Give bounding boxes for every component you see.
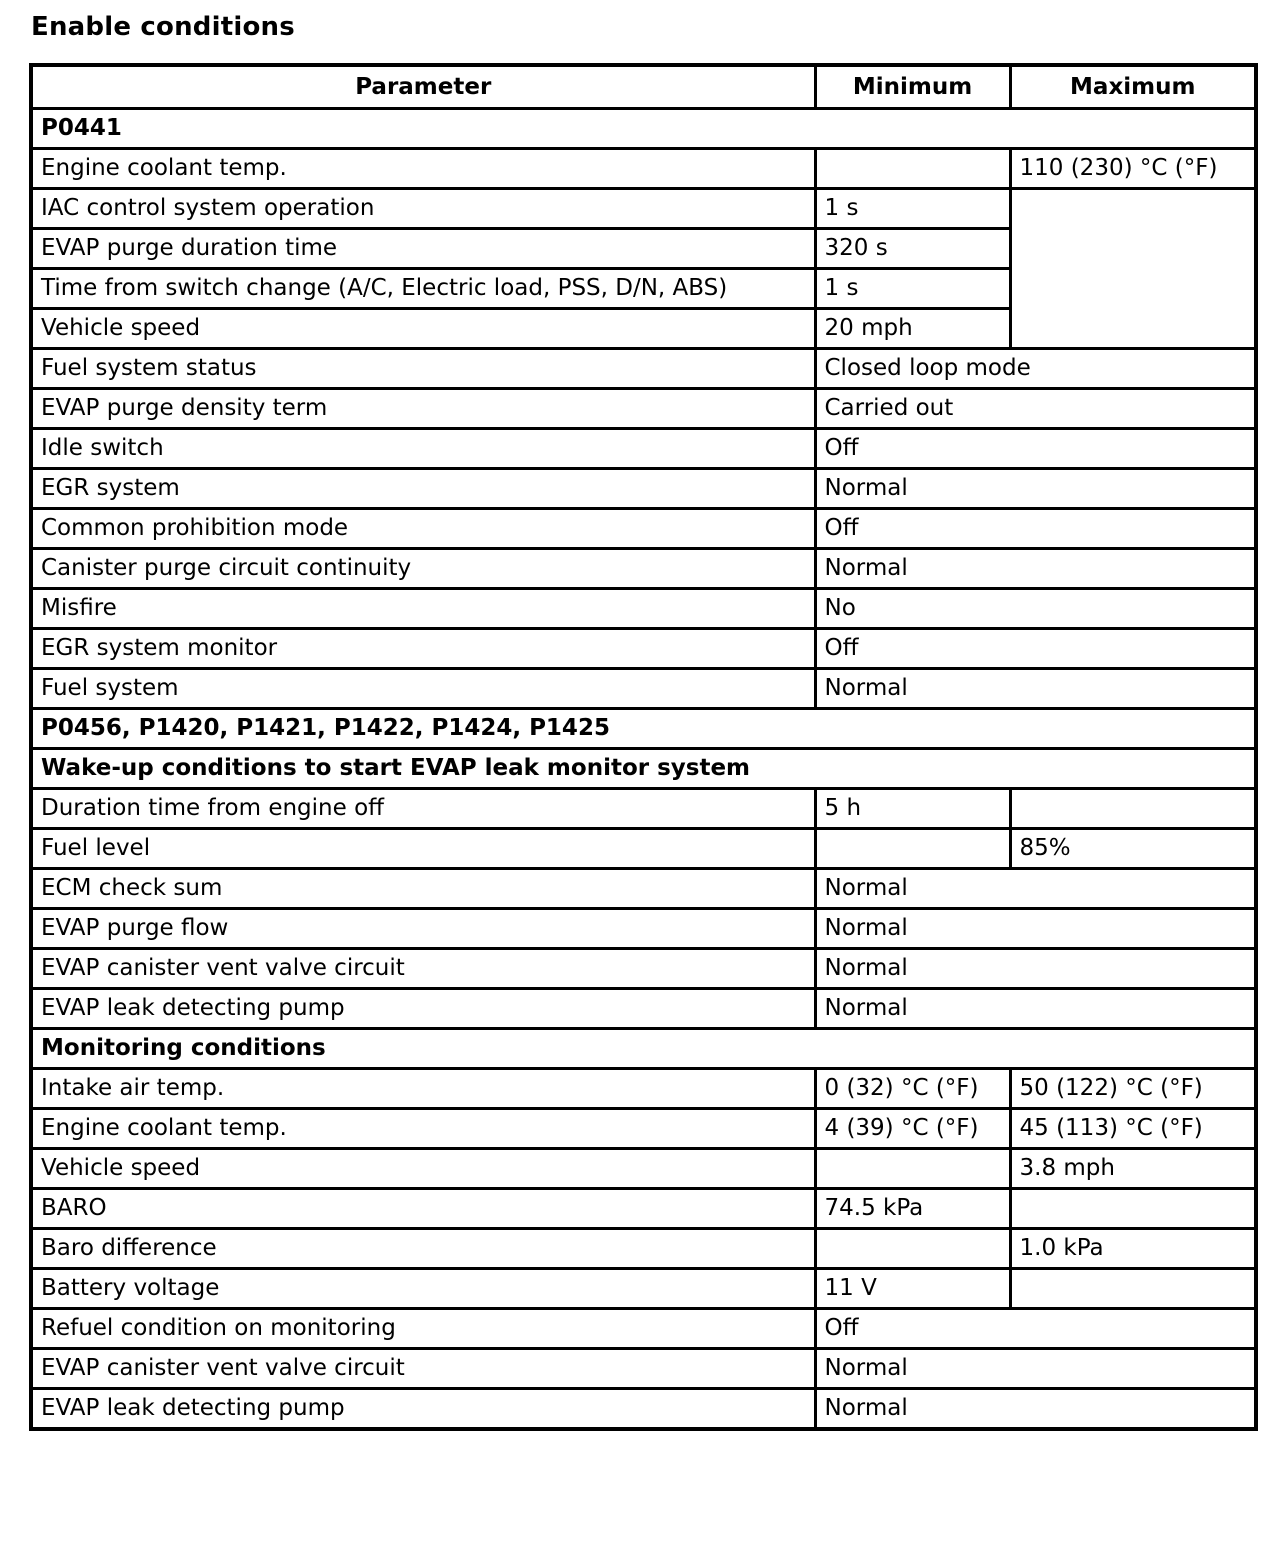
table-row <box>31 549 1256 589</box>
table-row <box>31 469 1256 509</box>
table-row <box>31 869 1256 909</box>
table-row <box>31 389 1256 429</box>
minimum-cell: 5 h <box>815 789 1010 829</box>
parameter-cell: EVAP purge flow <box>31 909 815 949</box>
parameter-cell: Baro difference <box>31 1229 815 1269</box>
maximum-cell <box>1010 1269 1256 1309</box>
maximum-cell <box>1010 1189 1256 1229</box>
value-cell: Closed loop mode <box>815 349 1256 389</box>
minimum-cell <box>815 149 1010 189</box>
parameter-cell: EVAP purge duration time <box>31 229 815 269</box>
value-cell: Normal <box>815 469 1256 509</box>
value-cell: No <box>815 589 1256 629</box>
minimum-cell: 1 s <box>815 189 1010 229</box>
value-cell: Normal <box>815 1389 1256 1430</box>
table-row <box>31 629 1256 669</box>
header-row <box>31 65 1256 109</box>
minimum-cell <box>815 829 1010 869</box>
page-title: Enable conditions <box>31 12 295 42</box>
section-row <box>31 709 1256 749</box>
table-row <box>31 509 1256 549</box>
section-heading: Monitoring conditions <box>31 1029 1256 1069</box>
section-heading: P0456, P1420, P1421, P1422, P1424, P1425 <box>31 709 1256 749</box>
parameter-cell: EGR system monitor <box>31 629 815 669</box>
section-row <box>31 749 1256 789</box>
parameter-cell: EVAP purge density term <box>31 389 815 429</box>
parameter-cell: Fuel system status <box>31 349 815 389</box>
section-heading: Wake-up conditions to start EVAP leak monitor system <box>31 749 1256 789</box>
value-cell: Normal <box>815 669 1256 709</box>
section-heading: P0441 <box>31 109 1256 149</box>
section-row <box>31 1029 1256 1069</box>
section-row <box>31 109 1256 149</box>
minimum-cell: 74.5 kPa <box>815 1189 1010 1229</box>
value-cell: Normal <box>815 1349 1256 1389</box>
table-row <box>31 909 1256 949</box>
parameter-cell: Battery voltage <box>31 1269 815 1309</box>
parameter-cell: Fuel system <box>31 669 815 709</box>
parameter-cell: Engine coolant temp. <box>31 149 815 189</box>
minimum-cell: 20 mph <box>815 309 1010 349</box>
maximum-cell: 45 (113) °C (°F) <box>1010 1109 1256 1149</box>
parameter-cell: Duration time from engine off <box>31 789 815 829</box>
table-row <box>31 149 1256 189</box>
minimum-cell: 4 (39) °C (°F) <box>815 1109 1010 1149</box>
maximum-cell <box>1010 189 1256 349</box>
parameter-cell: Common prohibition mode <box>31 509 815 549</box>
table-row <box>31 1309 1256 1349</box>
table-body <box>31 109 1256 1430</box>
parameter-cell: Time from switch change (A/C, Electric load, PSS, D/N, ABS) <box>31 269 815 309</box>
table-row <box>31 989 1256 1029</box>
maximum-cell: 1.0 kPa <box>1010 1229 1256 1269</box>
table-row <box>31 1269 1256 1309</box>
parameter-cell: EVAP canister vent valve circuit <box>31 1349 815 1389</box>
value-cell: Normal <box>815 909 1256 949</box>
table-row <box>31 1189 1256 1229</box>
table-row <box>31 1149 1256 1189</box>
table-row <box>31 1349 1256 1389</box>
table-row <box>31 1389 1256 1430</box>
value-cell: Normal <box>815 549 1256 589</box>
minimum-cell <box>815 1149 1010 1189</box>
parameter-cell: Fuel level <box>31 829 815 869</box>
minimum-cell: 0 (32) °C (°F) <box>815 1069 1010 1109</box>
parameter-cell: Vehicle speed <box>31 1149 815 1189</box>
table-row <box>31 1069 1256 1109</box>
parameter-cell: EVAP canister vent valve circuit <box>31 949 815 989</box>
table-row <box>31 1229 1256 1269</box>
parameter-cell: Idle switch <box>31 429 815 469</box>
header-maximum: Maximum <box>1010 65 1256 109</box>
value-cell: Normal <box>815 989 1256 1029</box>
value-cell: Off <box>815 509 1256 549</box>
minimum-cell <box>815 1229 1010 1269</box>
header-minimum: Minimum <box>815 65 1010 109</box>
table-row <box>31 789 1256 829</box>
parameter-cell: EVAP leak detecting pump <box>31 989 815 1029</box>
table-row <box>31 949 1256 989</box>
table-row <box>31 829 1256 869</box>
value-cell: Carried out <box>815 389 1256 429</box>
maximum-cell: 3.8 mph <box>1010 1149 1256 1189</box>
parameter-cell: EGR system <box>31 469 815 509</box>
parameter-cell: IAC control system operation <box>31 189 815 229</box>
value-cell: Off <box>815 629 1256 669</box>
maximum-cell: 110 (230) °C (°F) <box>1010 149 1256 189</box>
minimum-cell: 320 s <box>815 229 1010 269</box>
maximum-cell: 85% <box>1010 829 1256 869</box>
parameter-cell: BARO <box>31 1189 815 1229</box>
parameter-cell: Vehicle speed <box>31 309 815 349</box>
parameter-cell: Refuel condition on monitoring <box>31 1309 815 1349</box>
value-cell: Off <box>815 429 1256 469</box>
table-row <box>31 349 1256 389</box>
value-cell: Normal <box>815 949 1256 989</box>
maximum-cell: 50 (122) °C (°F) <box>1010 1069 1256 1109</box>
value-cell: Normal <box>815 869 1256 909</box>
parameter-cell: Misfire <box>31 589 815 629</box>
parameter-cell: Intake air temp. <box>31 1069 815 1109</box>
minimum-cell: 1 s <box>815 269 1010 309</box>
value-cell: Off <box>815 1309 1256 1349</box>
table-row <box>31 589 1256 629</box>
table-row <box>31 669 1256 709</box>
parameter-cell: Canister purge circuit continuity <box>31 549 815 589</box>
parameter-cell: EVAP leak detecting pump <box>31 1389 815 1430</box>
parameter-cell: Engine coolant temp. <box>31 1109 815 1149</box>
table-row <box>31 1109 1256 1149</box>
table-row <box>31 429 1256 469</box>
table-row <box>31 189 1256 229</box>
enable-conditions-table <box>29 63 1258 1431</box>
header-parameter: Parameter <box>31 65 815 109</box>
parameter-cell: ECM check sum <box>31 869 815 909</box>
minimum-cell: 11 V <box>815 1269 1010 1309</box>
maximum-cell <box>1010 789 1256 829</box>
